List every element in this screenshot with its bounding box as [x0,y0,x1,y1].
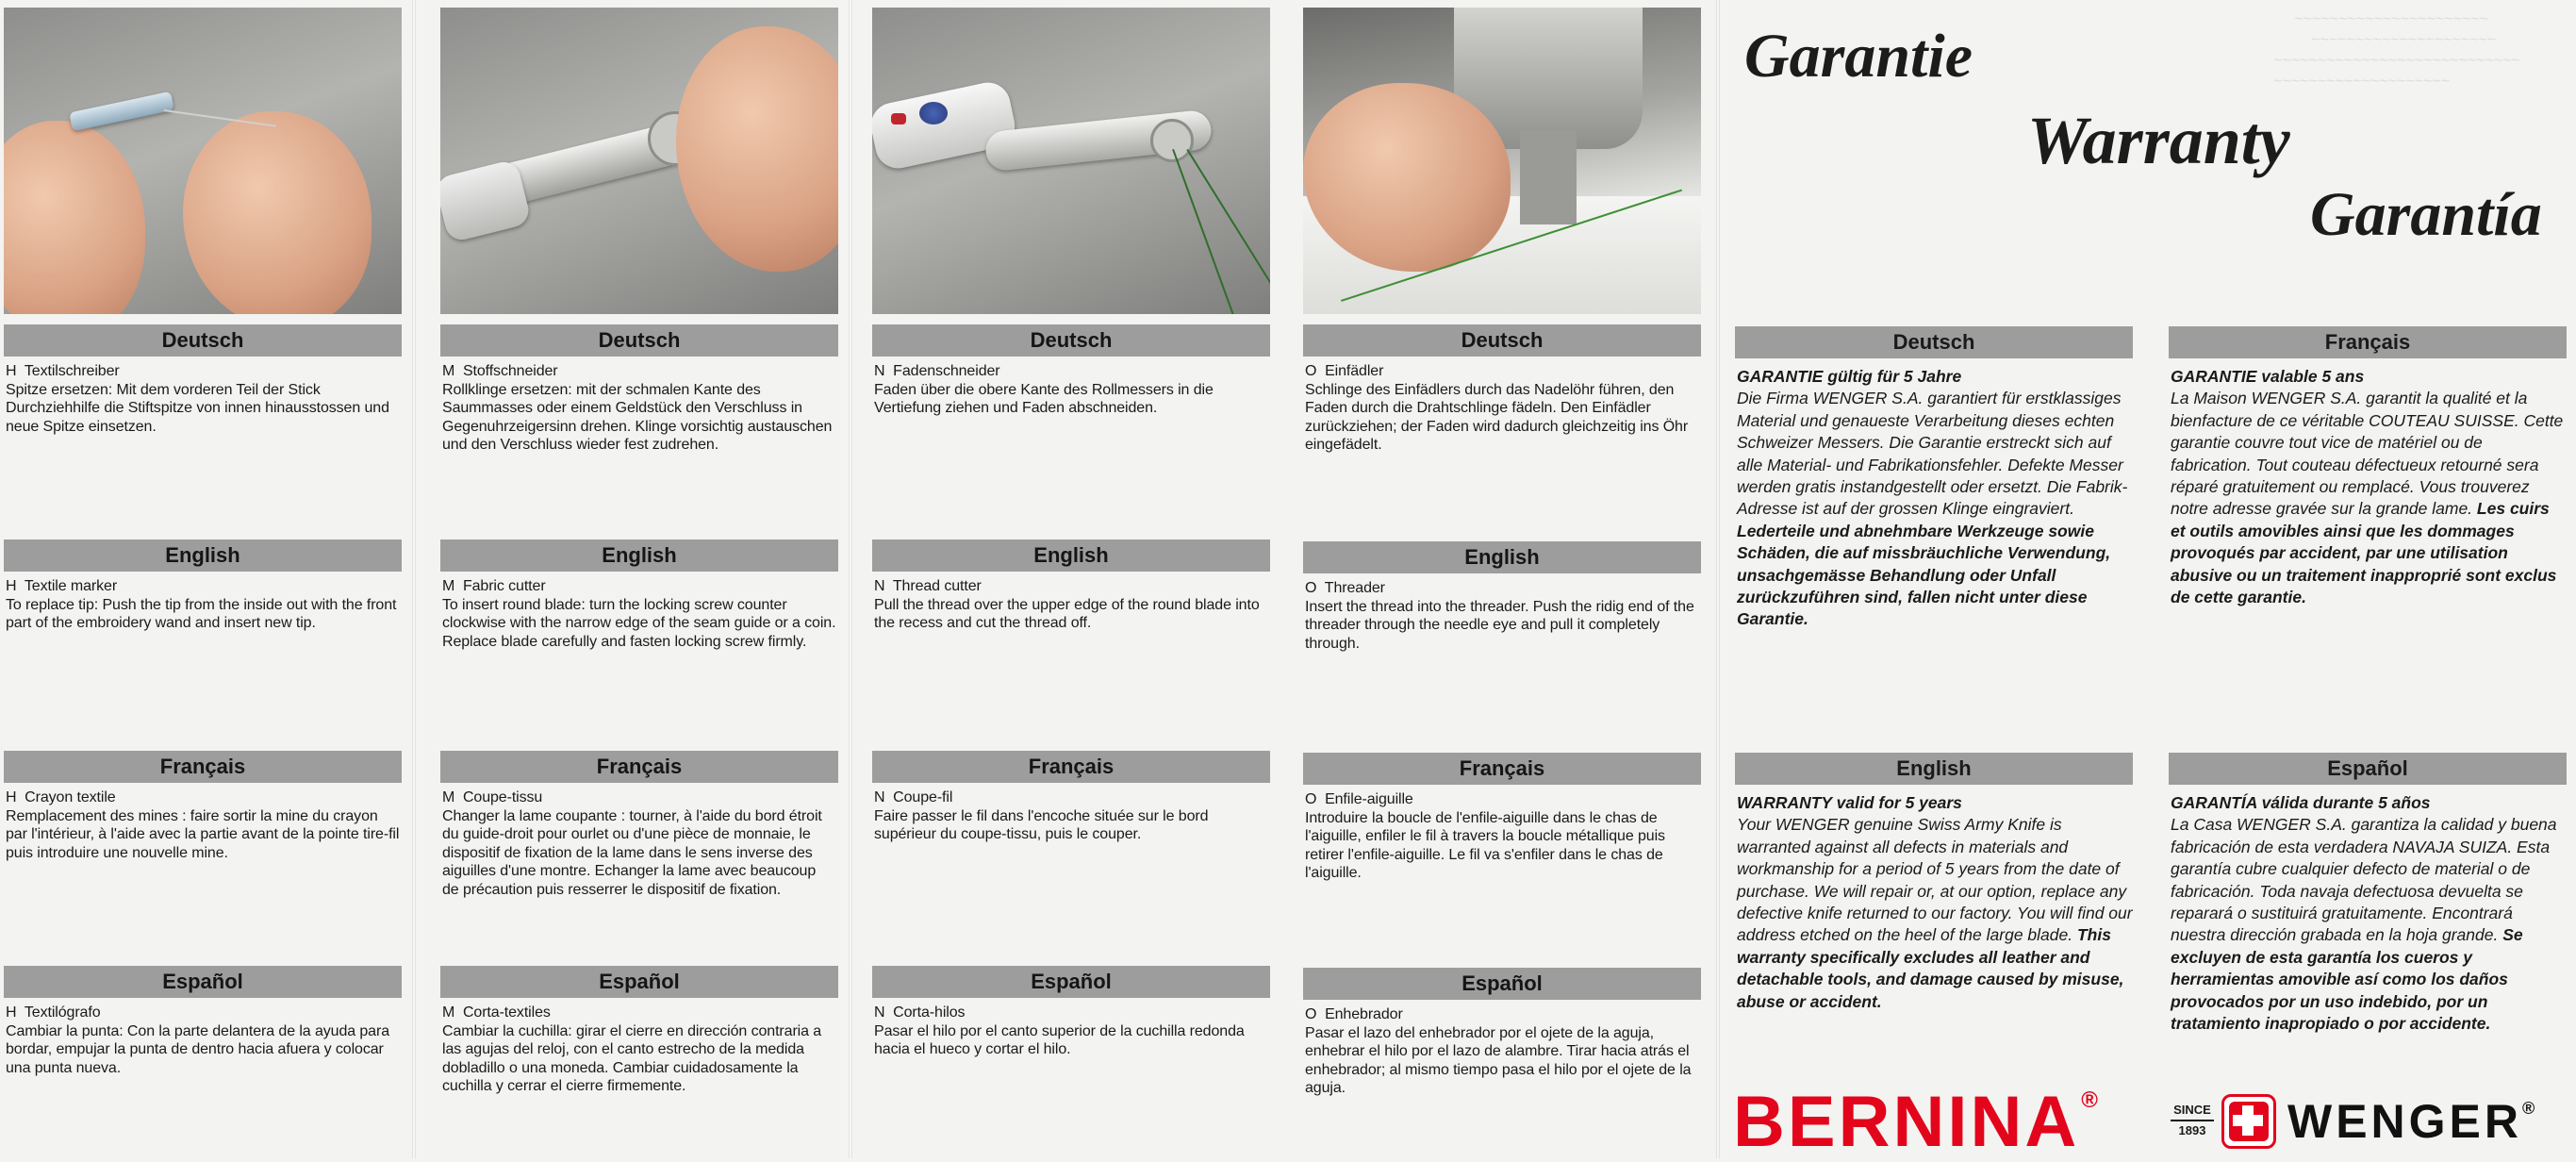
fold-line [849,0,852,1158]
section-header-english: English [440,540,838,572]
fold-line [1716,0,1720,1158]
wenger-logo: WENGER® [2287,1095,2539,1148]
instruction-entry: M Fabric cutter To insert round blade: turn the locking screw counter clockwise with the narrow edge of the seam guide or a coin. Replace blade carefully and fasten locking screw firmly. [442,578,836,650]
instruction-entry: H Textilschreiber Spitze ersetzen: Mit dem vorderen Teil der Stick Durchziehhilfe die Stiftspitze von innen hinausstossen und neue Spitze einsetzen. [6,363,389,435]
instruction-entry: H Textile marker To replace tip: Push the tip from the inside out with the front part of the embroidery wand and insert new tip. [6,578,397,632]
instruction-entry: O Enhebrador Pasar el lazo del enhebrador por el ojete de la aguja, enhebrar el hilo por el lazo de alambre. Tirar hacia atrás el enhebrador; al mismo tiempo pasa el hilo por el ojete de la aguja. [1305,1006,1692,1097]
section-header-espanol: Español [2169,753,2567,785]
instruction-entry: N Thread cutter Pull the thread over the upper edge of the round blade into the recess and cut the thread off. [874,578,1260,632]
section-header-deutsch: Deutsch [440,324,838,357]
photo-thread-cutter [872,8,1270,314]
title-garantia: Garantía [2310,180,2542,249]
section-header-english: English [1735,753,2133,785]
section-header-deutsch: Deutsch [1735,326,2133,358]
section-header-espanol: Español [1303,968,1701,1000]
section-header-espanol: Español [440,966,838,998]
instruction-entry: M Stoffschneider Rollklinge ersetzen: mit der schmalen Kante des Saummasses oder einem Geldstück den Verschluss in Gegenuhrzeigersinn drehen. Klinge vorsichtig austauschen und den Verschluss wieder fest zudrehen. [442,363,833,454]
photo-fabric-cutter-coin [440,8,838,314]
instruction-entry: N Fadenschneider Faden über die obere Kante des Rollmessers in die Vertiefung ziehen und Faden abschneiden. [874,363,1214,417]
section-header-english: English [1303,541,1701,573]
section-header-francais: Français [4,751,402,783]
instruction-entry: H Crayon textile Remplacement des mines : faire sortir la mine du crayon par l'intérieur, à l'aide avec la partie avant de la pointe tire-fil puis introduire une nouvelle mine. [6,789,400,861]
instruction-entry: M Coupe-tissu Changer la lame coupante : tourner, à l'aide du bord étroit du guide-droit pour ourlet ou d'une pièce de monnaie, le dispositif de fixation de la lame dans le sens inverse des aiguilles d'une montre. Echanger la lame avec beaucoup de précaution puis resserrer le dispositif de fixation. [442,789,822,898]
fold-line [412,0,416,1158]
instruction-entry: O Enfile-aiguille Introduire la boucle de l'enfile-aiguille dans le chas de l'aiguille, enfiler le fil à travers la boucle métallique puis retirer l'enfile-aiguille. Le fil va s'enfiler dans le chas de l'aiguille. [1305,791,1665,882]
instruction-entry: H Textilógrafo Cambiar la punta: Con la parte delantera de la ayuda para bordar, empujar la punta de dentro hacia afuera y colocar una punta nueva. [6,1004,390,1076]
section-header-francais: Français [872,751,1270,783]
section-header-english: English [872,540,1270,572]
bleed-through-text: ~~~~~~~~~~~~~~~~~~~~~~ ~~~~~~~~~~~~~~~~~~~~~ ~~~~~~~~~~~~~~~~~~~~~~~~~~~~ ~~~~~~~~~~~~~~~~~~~~ [2273,11,2520,90]
section-header-francais: Français [440,751,838,783]
instruction-entry: N Corta-hilos Pasar el hilo por el canto superior de la cuchilla redonda hacia el hueco y cortar el hilo. [874,1004,1245,1058]
section-header-deutsch: Deutsch [872,324,1270,357]
instruction-entry: N Coupe-fil Faire passer le fil dans l'encoche située sur le bord supérieur du coupe-tissu, puis le couper. [874,789,1209,843]
instruction-entry: O Einfädler Schlinge des Einfädlers durch das Nadelöhr führen, den Faden durch die Drahtschlinge fädeln. Den Einfädler zurückziehen; der Faden wird dadurch gleichzeitig ins Öhr eingefädelt. [1305,363,1689,454]
section-header-english: English [4,540,402,572]
instruction-entry: M Corta-textiles Cambiar la cuchilla: girar el cierre en dirección contraria a las agujas del reloj, con el canto estrecho de la medida dobladillo o una moneda. Cambiar cuidadosamente la cuchilla y cerrar el cierre firmemente. [442,1004,822,1095]
instruction-entry: O Threader Insert the thread into the threader. Push the ridig end of the threader through the needle eye and pull it completely through. [1305,580,1694,652]
since-1893-label: SINCE 1893 [2171,1102,2214,1139]
section-header-deutsch: Deutsch [4,324,402,357]
warranty-text-espanol: GARANTÍA válida durante 5 años La Casa WENGER S.A. garantiza la calidad y buena fabricación de esta verdadera NAVAJA SUIZA. Esta garantía cubre cualquier defecto de material o de fabricación. Toda navaja defectuosa devuelta se reparará o sustituirá gratuitamente. Encontrará nuestra dirección grabada en la hoja grande. Se excluyen de esta garantía los cueros y herramientas amovible así como los daños provocados por un uso indebido, por un tratamiento inapropiado o por accidente. [2171,793,2557,1034]
title-garantie: Garantie [1744,22,1973,91]
section-header-deutsch: Deutsch [1303,324,1701,357]
section-header-francais: Français [2169,326,2567,358]
section-header-francais: Français [1303,753,1701,785]
warranty-text-francais: GARANTIE valable 5 ans La Maison WENGER S.A. garantit la qualité et la bienfacture de ce véritable COUTEAU SUISSE. Cette garantie couvre tout vice de matériel ou de fabrication. Tout couteau défectueux retourné sera réparé gratuitement ou remplacé. Vous trouverez notre adresse gravée sur la grande lame. Les cuirs et outils amovibles ainsi que les dommages provoqués par accident, par une utilisation abusive ou un traitement inapproprié sont exclus de cette garantie. [2171,367,2564,607]
photo-needle-threader [1303,8,1701,314]
section-header-espanol: Español [4,966,402,998]
warranty-text-english: WARRANTY valid for 5 years Your WENGER genuine Swiss Army Knife is warranted against all defects in materials and workmanship for a period of 5 years from the date of purchase. We will repair or, at our option, replace any defective knife returned to our factory. You will find our address etched on the heel of the large blade. This warranty specifically excludes all leather and detachable tools, and damage caused by misuse, abuse or accident. [1737,793,2133,1011]
warranty-text-deutsch: GARANTIE gültig für 5 Jahre Die Firma WENGER S.A. garantiert für erstklassiges Material und genaueste Verarbeitung dieses echten Schweizer Messers. Die Garantie erstreckt sich auf alle Material- und Fabrikationsfehler. Defekte Messer werden gratis instandgestellt oder ersetzt. Die Fabrik-Adresse ist auf der grossen Klinge eingraviert. Lederteile und abnehmbare Werkzeuge sowie Schäden, die auf missbräuchliche Verwendung, unsachgemässe Behandlung oder Unfall zurückzuführen sind, fallen nicht unter diese Garantie. [1737,367,2128,629]
section-header-espanol: Español [872,966,1270,998]
title-warranty: Warranty [2027,103,2290,178]
photo-threading-embroidery-tip [4,8,402,314]
bernina-logo: BERNINA® [1733,1082,2101,1162]
swiss-cross-icon [2221,1094,2276,1149]
